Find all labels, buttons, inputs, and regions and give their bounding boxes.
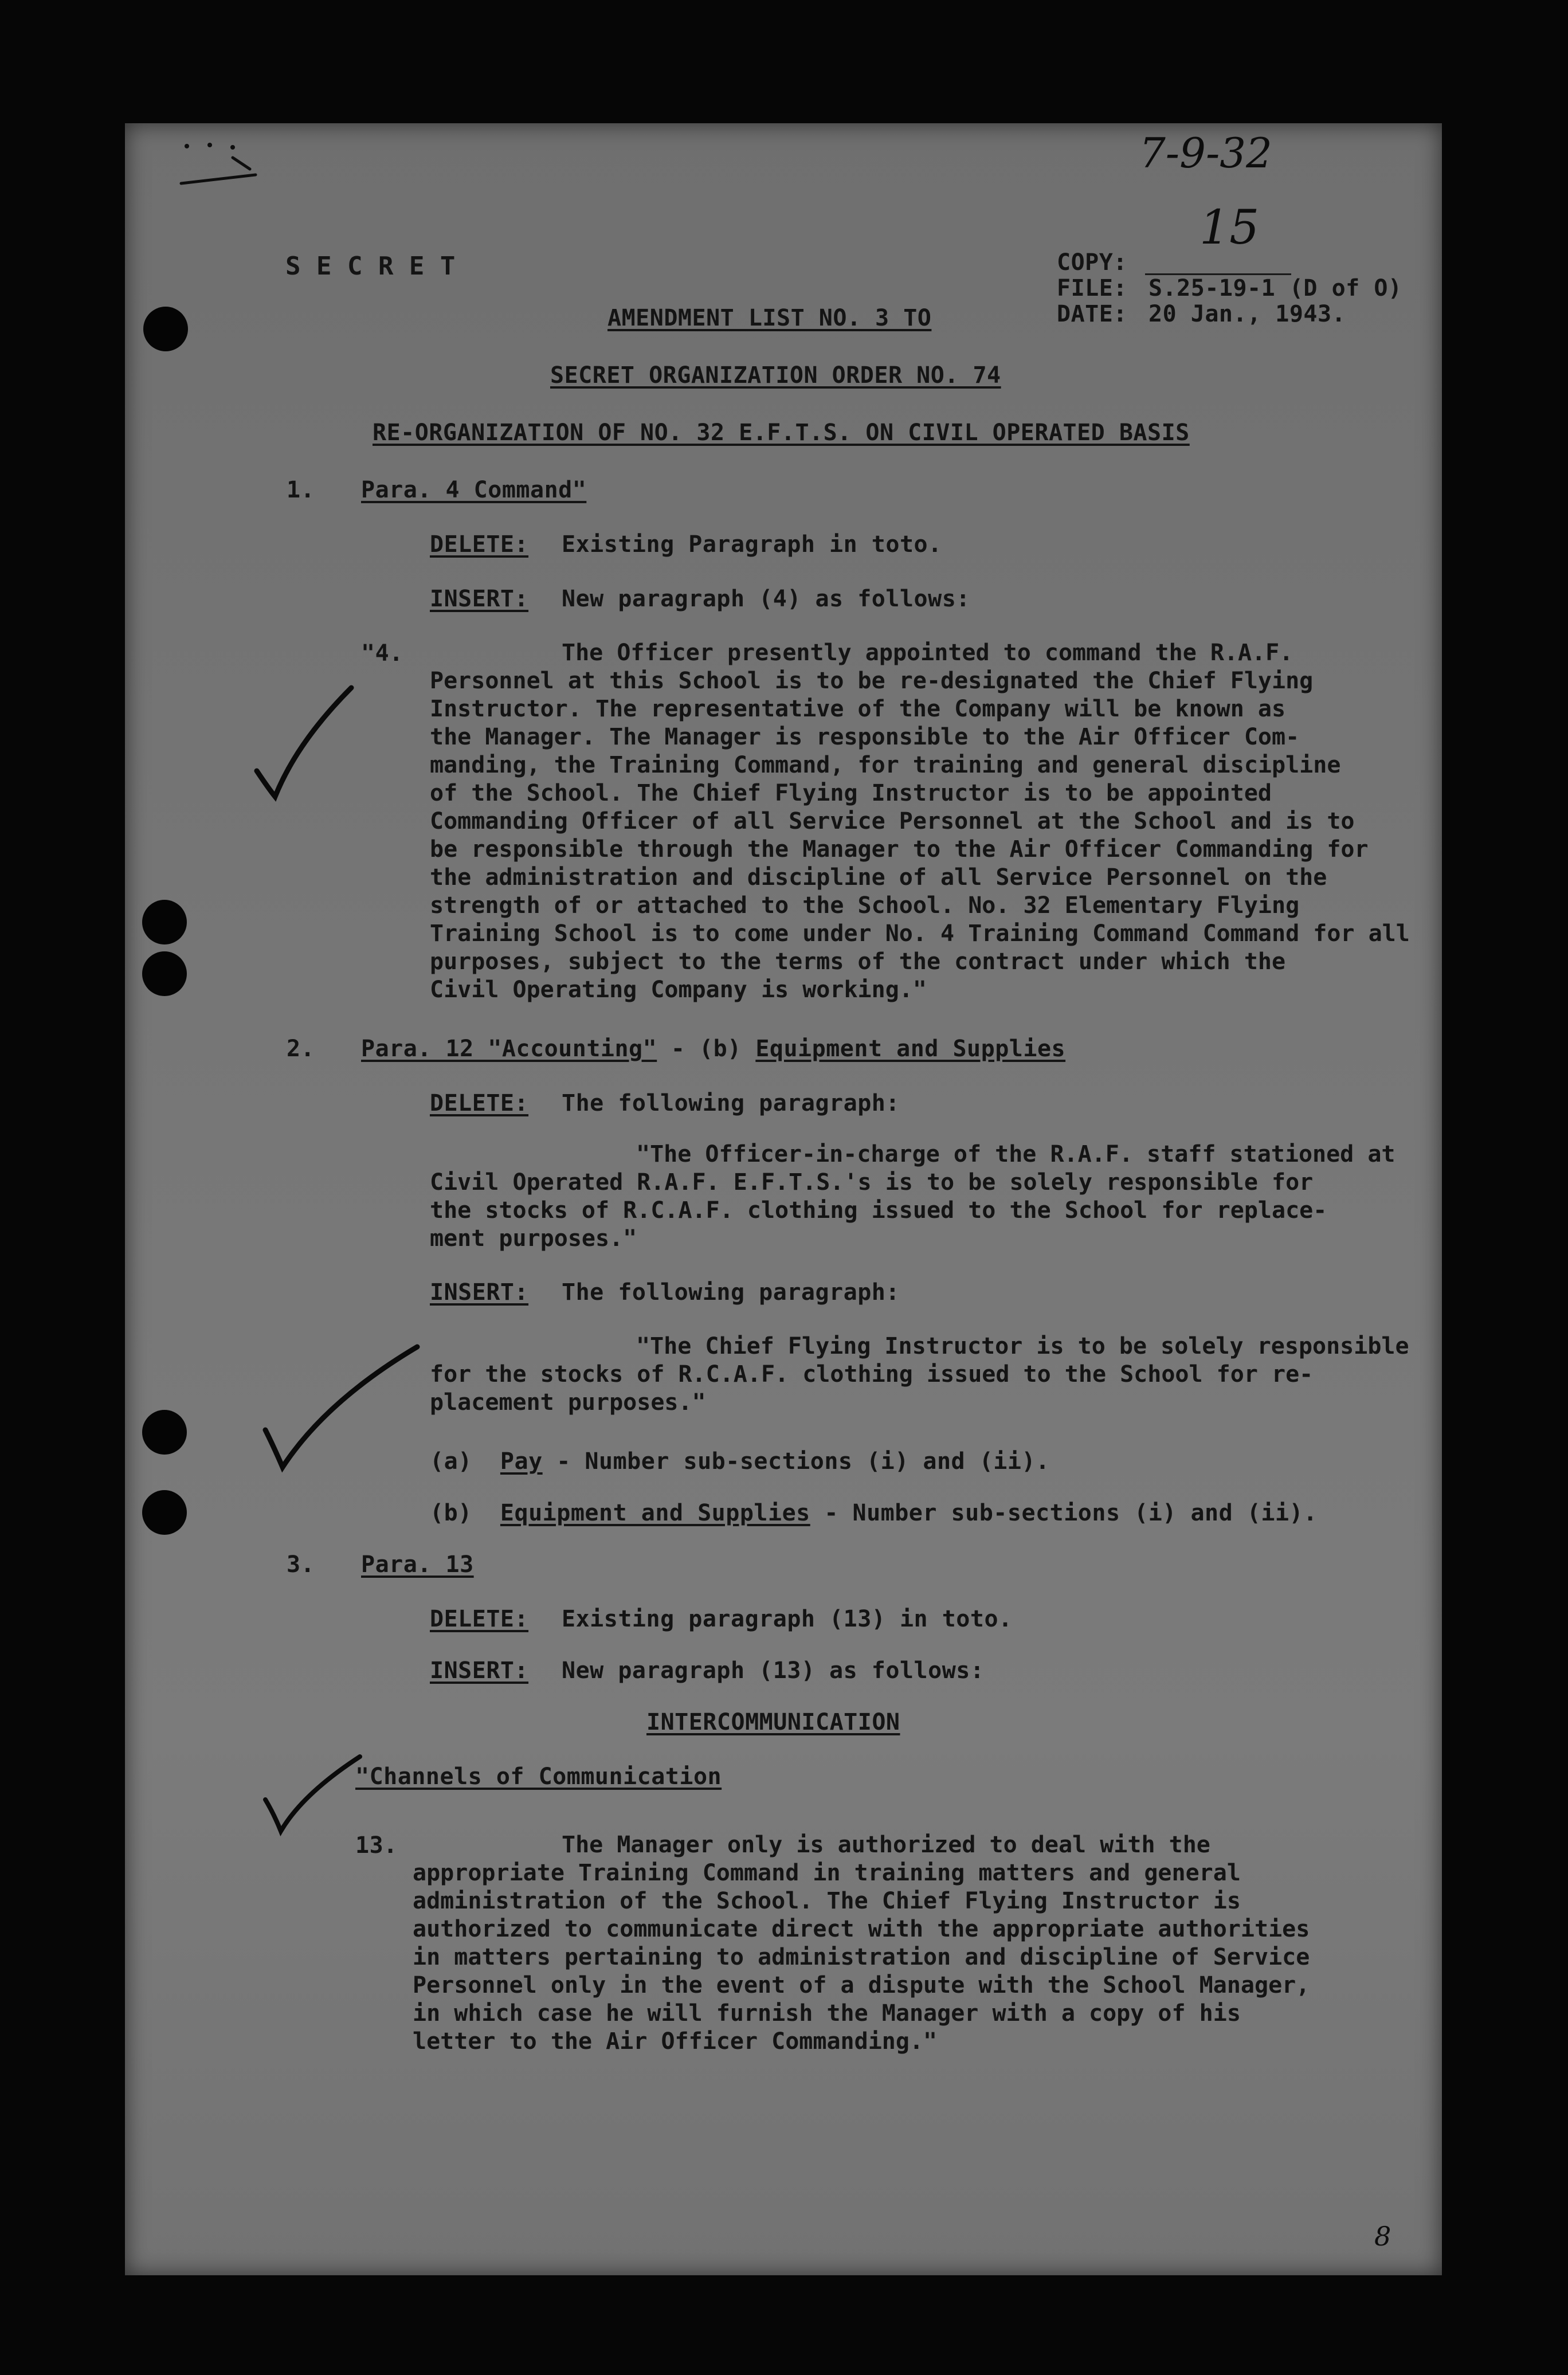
deleted-paragraph-text (430, 1141, 1450, 1253)
text-line: be responsible through the Manager to the Air Officer Commanding for (430, 836, 1369, 863)
text-line: purposes, subject to the terms of the contract under which the (430, 949, 1286, 975)
date-label: DATE: (1057, 301, 1127, 327)
paragraph-4-text (430, 639, 1450, 1004)
insert-label: INSERT: (430, 1279, 529, 1306)
section-heading (361, 1034, 1065, 1063)
text-line: strength of or attached to the School. No. 32 Elementary Flying (430, 892, 1300, 919)
text-line: Training School is to come under No. 4 Training Command Command for all (430, 920, 1410, 947)
delete-text: The following paragraph: (562, 1090, 900, 1116)
heading-part: Para. 12 "Accounting" (361, 1036, 657, 1062)
sub-item-b (430, 1499, 1318, 1527)
intercommunication-heading: INTERCOMMUNICATION (646, 1709, 900, 1735)
order-title: SECRET ORGANIZATION ORDER NO. 74 (550, 362, 1001, 389)
file-reference: S.25-19-1 (D of O) (1148, 275, 1402, 301)
section-number: 2. (287, 1036, 315, 1062)
text-line: the administration and discipline of all Service Personnel on the (430, 864, 1327, 891)
section-heading: Para. 4 Command" (361, 477, 587, 503)
text-line: ment purposes." (430, 1225, 637, 1252)
insert-label: INSERT: (430, 586, 529, 612)
paragraph-number: 13. (355, 1832, 398, 1859)
channels-heading: "Channels of Communication (355, 1763, 722, 1790)
insert-text: New paragraph (4) as follows: (562, 586, 970, 612)
handwritten-date: 7-9-32 (1139, 129, 1272, 177)
section-heading: Para. 13 (361, 1551, 474, 1578)
text-line: placement purposes." (430, 1389, 706, 1416)
check-mark-icon (257, 1332, 429, 1482)
section-number: 3. (287, 1551, 315, 1578)
punch-hole (143, 307, 188, 351)
reorganization-title: RE-ORGANIZATION OF NO. 32 E.F.T.S. ON CIVIL OPERATED BASIS (373, 420, 1190, 446)
document-page (125, 123, 1442, 2275)
text-line: appropriate Training Command in training matters and general (413, 1860, 1241, 1886)
text-line: manding, the Training Command, for training and general discipline (430, 752, 1341, 778)
text-line: authorized to communicate direct with the appropriate authorities (413, 1916, 1310, 1942)
text-line: The Officer presently appointed to command the R.A.F. (562, 640, 1293, 666)
insert-text: The following paragraph: (562, 1279, 900, 1306)
text-line: Instructor. The representative of the Company will be known as (430, 696, 1286, 722)
sub-item-heading: Pay (500, 1448, 543, 1475)
text-line: of the School. The Chief Flying Instructor is to be appointed (430, 780, 1272, 806)
sub-item-a (430, 1447, 1050, 1476)
text-line: Civil Operated R.A.F. E.F.T.S.'s is to be solely responsible for (430, 1169, 1314, 1196)
sub-item-prefix: (a) (430, 1448, 472, 1475)
amendment-title: AMENDMENT LIST NO. 3 TO (607, 305, 932, 331)
file-label: FILE: (1057, 275, 1127, 301)
insert-label: INSERT: (430, 1657, 529, 1684)
delete-label: DELETE: (430, 531, 529, 558)
punch-hole (142, 951, 187, 996)
text-line: The Manager only is authorized to deal with the (562, 1832, 1210, 1858)
copy-label: COPY: (1057, 249, 1127, 276)
delete-label: DELETE: (430, 1090, 529, 1116)
sub-item-text: - Number sub-sections (i) and (ii). (542, 1448, 1050, 1475)
paragraph-number: "4. (361, 640, 403, 667)
text-line: in which case he will furnish the Manager with a copy of his (413, 2000, 1241, 2027)
heading-part: Equipment and Supplies (755, 1036, 1066, 1062)
text-line: Personnel at this School is to be re-designated the Chief Flying (430, 668, 1314, 694)
section-number: 1. (287, 477, 315, 503)
delete-text: Existing paragraph (13) in toto. (562, 1606, 1013, 1632)
punch-hole (142, 1410, 187, 1455)
sub-item-prefix: (b) (430, 1500, 472, 1526)
text-line: administration of the School. The Chief Flying Instructor is (413, 1888, 1241, 1914)
text-line: "The Officer-in-charge of the R.A.F. staff stationed at (636, 1141, 1395, 1167)
delete-text: Existing Paragraph in toto. (562, 531, 942, 558)
corner-mark-icon (164, 135, 267, 203)
delete-label: DELETE: (430, 1606, 529, 1632)
sub-item-text: - Number sub-sections (i) and (ii). (810, 1500, 1318, 1526)
text-line: Commanding Officer of all Service Personnel at the School and is to (430, 808, 1355, 834)
text-line: the stocks of R.C.A.F. clothing issued to the School for replace- (430, 1197, 1327, 1224)
handwritten-copy-number: 15 (1199, 201, 1260, 255)
text-line: the Manager. The Manager is responsible to the Air Officer Com- (430, 724, 1300, 750)
punch-hole (142, 1490, 187, 1535)
inserted-paragraph-text (430, 1332, 1450, 1417)
paragraph-13-text (413, 1831, 1433, 2056)
text-line: "The Chief Flying Instructor is to be solely responsible (636, 1333, 1409, 1359)
text-line: letter to the Air Officer Commanding." (413, 2028, 938, 2055)
text-line: for the stocks of R.C.A.F. clothing issued to the School for re- (430, 1361, 1314, 1388)
text-line: Civil Operating Company is working." (430, 977, 927, 1003)
punch-hole (142, 900, 187, 944)
page-marker: 8 (1374, 2221, 1391, 2252)
text-line: Personnel only in the event of a dispute with the School Manager, (413, 1972, 1310, 1998)
check-mark-icon (257, 1745, 371, 1860)
classification-label: S E C R E T (285, 252, 456, 281)
sub-item-heading: Equipment and Supplies (500, 1500, 810, 1526)
text-line: in matters pertaining to administration and discipline of Service (413, 1944, 1310, 1970)
insert-text: New paragraph (13) as follows: (562, 1657, 985, 1684)
document-date: 20 Jan., 1943. (1148, 301, 1346, 327)
heading-separator: - (b) (657, 1036, 756, 1062)
check-mark-icon (245, 673, 360, 811)
